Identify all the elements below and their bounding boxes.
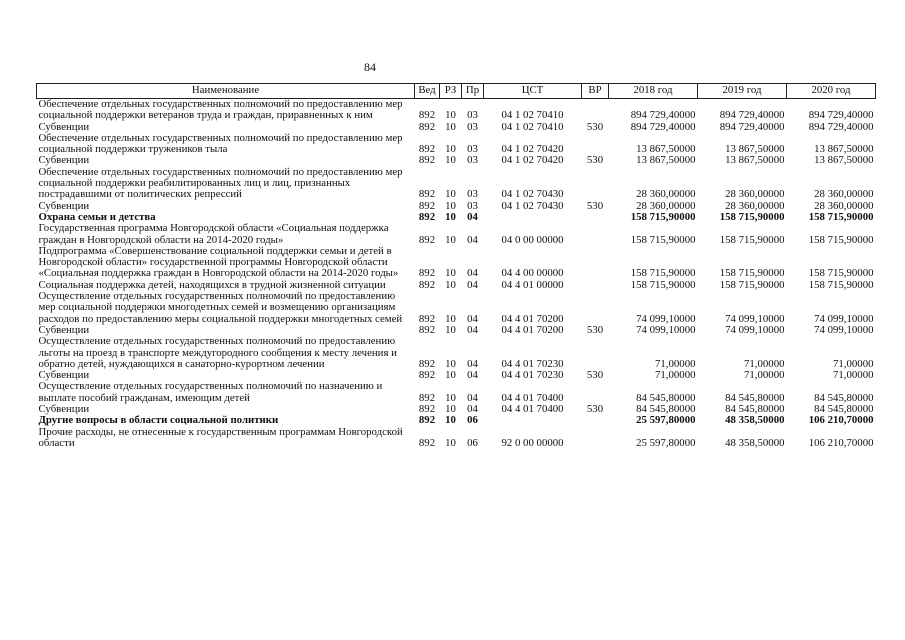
- row-2020-cell: 71,00000: [833, 357, 874, 370]
- row-name-cell: Подпрограмма «Совершенствование социальной поддержки семьи и детей в Новгородской области» государственной программы Новгородской области «Социальная поддержка граждан в Новгородской области на 2014-2020 годы»: [38, 244, 399, 280]
- row-rz-cell: 10: [445, 120, 456, 133]
- row-ved-cell: 892: [418, 143, 436, 156]
- row-2018-cell: 894 729,40000: [630, 120, 696, 133]
- row-vr-cell: 530: [586, 154, 604, 167]
- row-2019-cell: 71,00000: [744, 357, 785, 370]
- row-ved-cell: 892: [418, 312, 436, 325]
- header-cst: ЦСТ: [484, 84, 582, 99]
- row-pr-cell: 03: [467, 143, 478, 156]
- row-pr-cell: 06: [467, 414, 478, 427]
- row-2019-cell: 13 867,50000: [725, 154, 785, 167]
- row-pr-cell: 03: [467, 109, 478, 122]
- table-row: [37, 291, 876, 325]
- row-vr-cell: [582, 212, 609, 223]
- row-pr-cell: 03: [467, 188, 478, 201]
- row-2018-cell: 28 360,00000: [636, 199, 696, 212]
- row-cst-cell: 04 1 02 70410: [501, 109, 564, 122]
- row-2020-cell: 74 099,10000: [814, 312, 874, 325]
- row-name-cell: Обеспечение отдельных государственных полномочий по предоставлению мер социальной поддержки тружеников тыла: [38, 131, 403, 156]
- row-2020-cell: 74 099,10000: [814, 323, 874, 336]
- row-name-cell: Другие вопросы в области социальной политики: [38, 414, 279, 427]
- row-ved-cell: 892: [418, 199, 436, 212]
- row-pr-cell: 04: [467, 391, 478, 404]
- row-cst-cell: [484, 212, 582, 223]
- row-2019-cell: 158 715,90000: [719, 210, 785, 223]
- table-row: [37, 133, 876, 156]
- row-vr-cell: [582, 415, 609, 426]
- row-2018-cell: 71,00000: [655, 369, 696, 382]
- row-2018-cell: 158 715,90000: [630, 210, 696, 223]
- row-2018-cell: 84 545,80000: [636, 403, 696, 416]
- row-ved-cell: 892: [418, 403, 436, 416]
- row-2020-cell: 84 545,80000: [814, 403, 874, 416]
- row-2019-cell: 894 729,40000: [719, 120, 785, 133]
- row-2018-cell: 71,00000: [655, 357, 696, 370]
- row-2019-cell: 28 360,00000: [725, 188, 785, 201]
- row-2018-cell: 74 099,10000: [636, 312, 696, 325]
- row-cst-cell: 04 4 00 00000: [501, 267, 564, 280]
- row-2020-cell: 158 715,90000: [808, 267, 874, 280]
- row-2018-cell: 74 099,10000: [636, 323, 696, 336]
- row-ved-cell: 892: [418, 267, 436, 280]
- row-ved-cell: 892: [418, 436, 436, 449]
- row-cst-cell: [484, 415, 582, 426]
- row-cst-cell: 04 4 01 70400: [501, 391, 564, 404]
- row-vr-cell: 530: [586, 323, 604, 336]
- header-2020: 2020 год: [787, 84, 876, 99]
- row-2019-cell: 28 360,00000: [725, 199, 785, 212]
- row-pr-cell: 03: [467, 199, 478, 212]
- row-name-cell: Субвенции: [38, 120, 90, 133]
- row-ved-cell: 892: [418, 120, 436, 133]
- row-vr-cell: [582, 280, 609, 291]
- row-2020-cell: 13 867,50000: [814, 143, 874, 156]
- row-2018-cell: 158 715,90000: [630, 267, 696, 280]
- row-name-cell: Обеспечение отдельных государственных полномочий по предоставлению мер социальной поддержки реабилитированных лиц и лиц, признанных пострадавшими от политических репрессий: [38, 165, 403, 201]
- row-rz-cell: 10: [445, 278, 456, 291]
- row-rz-cell: 10: [445, 199, 456, 212]
- row-cst-cell: 04 1 02 70410: [501, 120, 564, 133]
- row-2018-cell: 13 867,50000: [636, 154, 696, 167]
- row-name-cell: Осуществление отдельных государственных полномочий по предоставлению льготы на проезд в транспорте междугородного сообщения к месту лечения и обратно детей, нуждающихся в санаторно-курортном лечении: [38, 335, 397, 370]
- table-header-row: [37, 84, 876, 99]
- row-2019-cell: 74 099,10000: [725, 312, 785, 325]
- row-2019-cell: 84 545,80000: [725, 391, 785, 404]
- row-pr-cell: 04: [467, 357, 478, 370]
- row-cst-cell: 04 4 01 00000: [501, 278, 564, 291]
- row-vr-cell: [582, 246, 609, 280]
- row-ved-cell: 892: [418, 109, 436, 122]
- row-rz-cell: 10: [445, 403, 456, 416]
- row-rz-cell: 10: [445, 154, 456, 167]
- row-2018-cell: 84 545,80000: [636, 391, 696, 404]
- row-pr-cell: 04: [467, 210, 478, 223]
- row-name-cell: Субвенции: [38, 403, 90, 416]
- row-name-cell: Охрана семьи и детства: [38, 210, 156, 223]
- row-2019-cell: 13 867,50000: [725, 143, 785, 156]
- row-ved-cell: 892: [418, 391, 436, 404]
- row-2019-cell: 158 715,90000: [719, 233, 785, 246]
- row-rz-cell: 10: [445, 188, 456, 201]
- table-row: [37, 246, 876, 280]
- row-cst-cell: 04 4 01 70230: [501, 357, 564, 370]
- table-row: [37, 336, 876, 370]
- row-pr-cell: 04: [467, 323, 478, 336]
- table-row: [37, 223, 876, 246]
- row-pr-cell: 04: [467, 312, 478, 325]
- row-2019-cell: 894 729,40000: [719, 109, 785, 122]
- row-vr-cell: 530: [586, 403, 604, 416]
- row-2019-cell: 48 358,50000: [725, 436, 785, 449]
- row-ved-cell: 892: [418, 210, 436, 223]
- row-ved-cell: 892: [418, 233, 436, 246]
- page-number: 84: [364, 60, 376, 74]
- row-vr-cell: [582, 381, 609, 404]
- row-2020-cell: 106 210,70000: [808, 436, 874, 449]
- row-cst-cell: 04 4 01 70400: [501, 403, 564, 416]
- row-vr-cell: 530: [586, 120, 604, 133]
- row-rz-cell: 10: [445, 267, 456, 280]
- row-2019-cell: 158 715,90000: [719, 278, 785, 291]
- row-rz-cell: 10: [445, 312, 456, 325]
- row-cst-cell: 04 0 00 00000: [501, 233, 564, 246]
- row-2020-cell: 894 729,40000: [808, 109, 874, 122]
- row-rz-cell: 10: [445, 109, 456, 122]
- row-name-cell: Обеспечение отдельных государственных полномочий по предоставлению мер социальной поддержки ветеранов труда и граждан, приравненных к ним: [38, 98, 403, 122]
- table-row: [37, 415, 876, 426]
- row-2020-cell: 84 545,80000: [814, 391, 874, 404]
- row-2018-cell: 158 715,90000: [630, 278, 696, 291]
- row-rz-cell: 10: [445, 391, 456, 404]
- row-cst-cell: 04 4 01 70200: [501, 312, 564, 325]
- header-vr: ВР: [582, 84, 609, 99]
- row-2018-cell: 25 597,80000: [636, 436, 696, 449]
- row-rz-cell: 10: [445, 357, 456, 370]
- row-rz-cell: 10: [445, 323, 456, 336]
- row-rz-cell: 10: [445, 143, 456, 156]
- header-2018: 2018 год: [609, 84, 698, 99]
- row-vr-cell: [582, 133, 609, 156]
- row-pr-cell: 04: [467, 267, 478, 280]
- row-vr-cell: [582, 223, 609, 246]
- header-2019: 2019 год: [698, 84, 787, 99]
- row-ved-cell: 892: [418, 154, 436, 167]
- row-2019-cell: 71,00000: [744, 369, 785, 382]
- row-cst-cell: 04 1 02 70420: [501, 154, 564, 167]
- row-2018-cell: 894 729,40000: [630, 109, 696, 122]
- row-name-cell: Осуществление отдельных государственных полномочий по предоставлению мер социальной поддержки многодетных семей и возмещению организациям расходов по предоставлению меры социальной поддержки многодетных семей: [38, 290, 403, 325]
- row-vr-cell: [582, 336, 609, 370]
- row-pr-cell: 06: [467, 436, 478, 449]
- row-vr-cell: [582, 167, 609, 201]
- row-cst-cell: 04 1 02 70420: [501, 143, 564, 156]
- row-pr-cell: 03: [467, 154, 478, 167]
- row-pr-cell: 04: [467, 369, 478, 382]
- row-name-cell: Государственная программа Новгородской области «Социальная поддержка граждан в Новгородской области на 2014-2020 годы»: [38, 222, 389, 246]
- table-row: [37, 427, 876, 450]
- row-name-cell: Социальная поддержка детей, находящихся в трудной жизненной ситуации: [38, 278, 386, 291]
- row-2020-cell: 106 210,70000: [808, 414, 874, 427]
- table-body: [37, 99, 876, 450]
- row-vr-cell: 530: [586, 369, 604, 382]
- row-2018-cell: 28 360,00000: [636, 188, 696, 201]
- row-rz-cell: 10: [445, 210, 456, 223]
- row-cst-cell: 04 4 01 70230: [501, 369, 564, 382]
- row-pr-cell: 04: [467, 233, 478, 246]
- header-pr: Пр: [462, 84, 484, 99]
- row-vr-cell: [582, 427, 609, 450]
- header-name: Наименование: [37, 84, 415, 99]
- row-pr-cell: 03: [467, 120, 478, 133]
- row-cst-cell: 04 1 02 70430: [501, 188, 564, 201]
- row-2020-cell: 28 360,00000: [814, 188, 874, 201]
- row-cst-cell: 04 1 02 70430: [501, 199, 564, 212]
- row-2020-cell: 158 715,90000: [808, 233, 874, 246]
- row-2019-cell: 74 099,10000: [725, 323, 785, 336]
- row-name-cell: Прочие расходы, не отнесенные к государственным программам Новгородской области: [38, 425, 403, 449]
- table-row: [37, 167, 876, 201]
- row-2020-cell: 894 729,40000: [808, 120, 874, 133]
- row-cst-cell: 92 0 00 00000: [501, 436, 564, 449]
- row-vr-cell: [582, 99, 609, 122]
- row-vr-cell: [582, 291, 609, 325]
- row-pr-cell: 04: [467, 278, 478, 291]
- row-name-cell: Субвенции: [38, 323, 90, 336]
- row-ved-cell: 892: [418, 188, 436, 201]
- row-2019-cell: 158 715,90000: [719, 267, 785, 280]
- row-rz-cell: 10: [445, 436, 456, 449]
- row-2020-cell: 158 715,90000: [808, 210, 874, 223]
- row-2018-cell: 13 867,50000: [636, 143, 696, 156]
- row-2020-cell: 13 867,50000: [814, 154, 874, 167]
- budget-table: [36, 83, 876, 449]
- row-2020-cell: 28 360,00000: [814, 199, 874, 212]
- row-2018-cell: 158 715,90000: [630, 233, 696, 246]
- row-rz-cell: 10: [445, 369, 456, 382]
- table-row: [37, 99, 876, 122]
- row-2019-cell: 84 545,80000: [725, 403, 785, 416]
- header-rz: РЗ: [440, 84, 462, 99]
- row-rz-cell: 10: [445, 233, 456, 246]
- row-pr-cell: 04: [467, 403, 478, 416]
- row-name-cell: Субвенции: [38, 369, 90, 382]
- row-2018-cell: 25 597,80000: [636, 414, 696, 427]
- header-ved: Вед: [415, 84, 440, 99]
- table-row: [37, 381, 876, 404]
- row-vr-cell: 530: [586, 199, 604, 212]
- row-name-cell: Субвенции: [38, 154, 90, 167]
- row-ved-cell: 892: [418, 357, 436, 370]
- row-name-cell: Субвенции: [38, 199, 90, 212]
- row-rz-cell: 10: [445, 414, 456, 427]
- row-ved-cell: 892: [418, 369, 436, 382]
- row-ved-cell: 892: [418, 278, 436, 291]
- row-ved-cell: 892: [418, 414, 436, 427]
- row-2019-cell: 48 358,50000: [725, 414, 785, 427]
- row-cst-cell: 04 4 01 70200: [501, 323, 564, 336]
- row-ved-cell: 892: [418, 323, 436, 336]
- row-2020-cell: 158 715,90000: [808, 278, 874, 291]
- row-name-cell: Осуществление отдельных государственных полномочий по назначению и выплате пособий гражданам, имеющим детей: [38, 380, 383, 404]
- row-2020-cell: 71,00000: [833, 369, 874, 382]
